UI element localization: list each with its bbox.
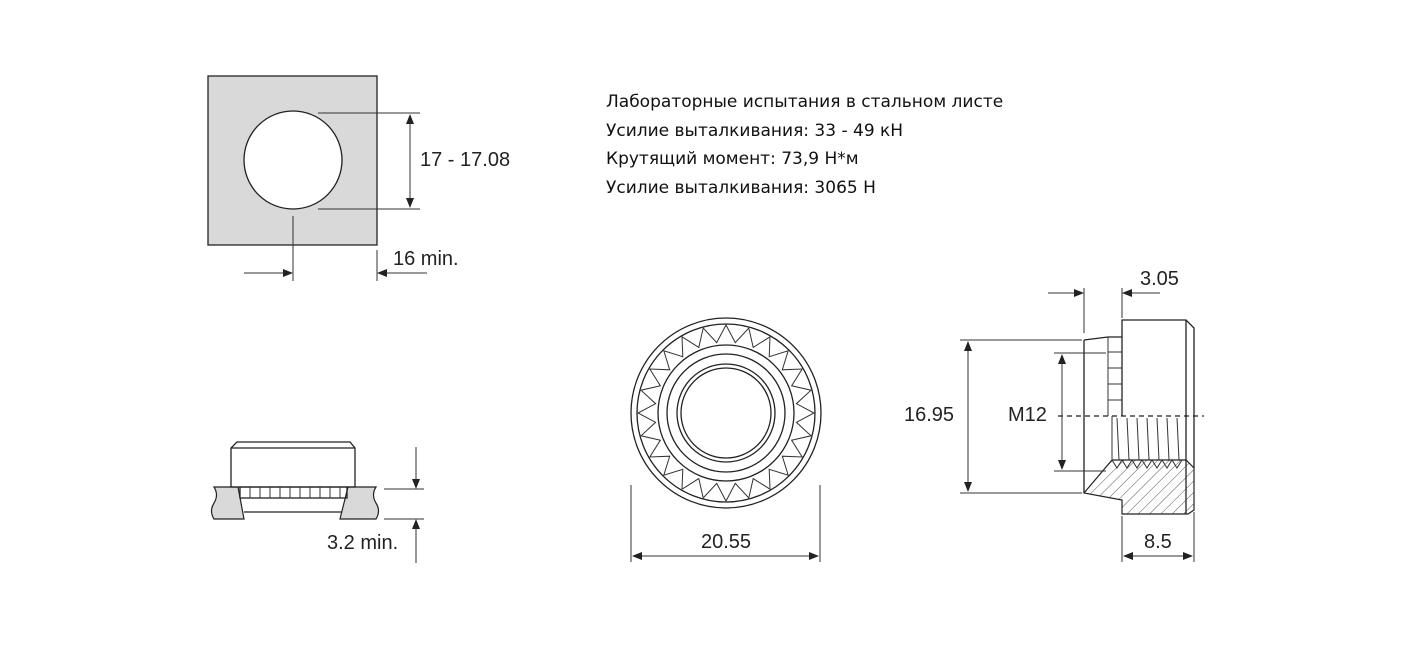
spec-line: Усилие выталкивания: 33 - 49 кН xyxy=(606,120,904,141)
sheet-section-right xyxy=(340,487,379,519)
nut-top-view xyxy=(631,318,821,562)
height-label: 16.95 xyxy=(904,404,955,426)
outer-diameter-label: 20.55 xyxy=(701,531,752,553)
thread-label: M12 xyxy=(1008,404,1047,426)
test-specs xyxy=(606,88,1003,202)
spec-line: Крутящий момент: 73,9 Н*м xyxy=(606,149,859,169)
panel-hole-view xyxy=(208,76,510,281)
spec-line: Лабораторные испытания в стальном листе xyxy=(606,92,1004,112)
knurl-serrations xyxy=(638,325,814,501)
head-height-label: 3.05 xyxy=(1140,268,1179,290)
edge-distance-label: 16 min. xyxy=(393,248,459,270)
installed-side-view xyxy=(212,442,425,563)
spec-line: Усилие выталкивания: 3065 Н xyxy=(606,177,876,198)
body-length-label: 8.5 xyxy=(1144,531,1172,553)
mounting-hole xyxy=(244,111,342,209)
hole-diameter-label: 17 - 17.08 xyxy=(420,149,511,171)
sheet-thickness-label: 3.2 min. xyxy=(327,532,399,554)
sheet-section xyxy=(212,487,245,519)
nut-section-view xyxy=(904,268,1204,562)
